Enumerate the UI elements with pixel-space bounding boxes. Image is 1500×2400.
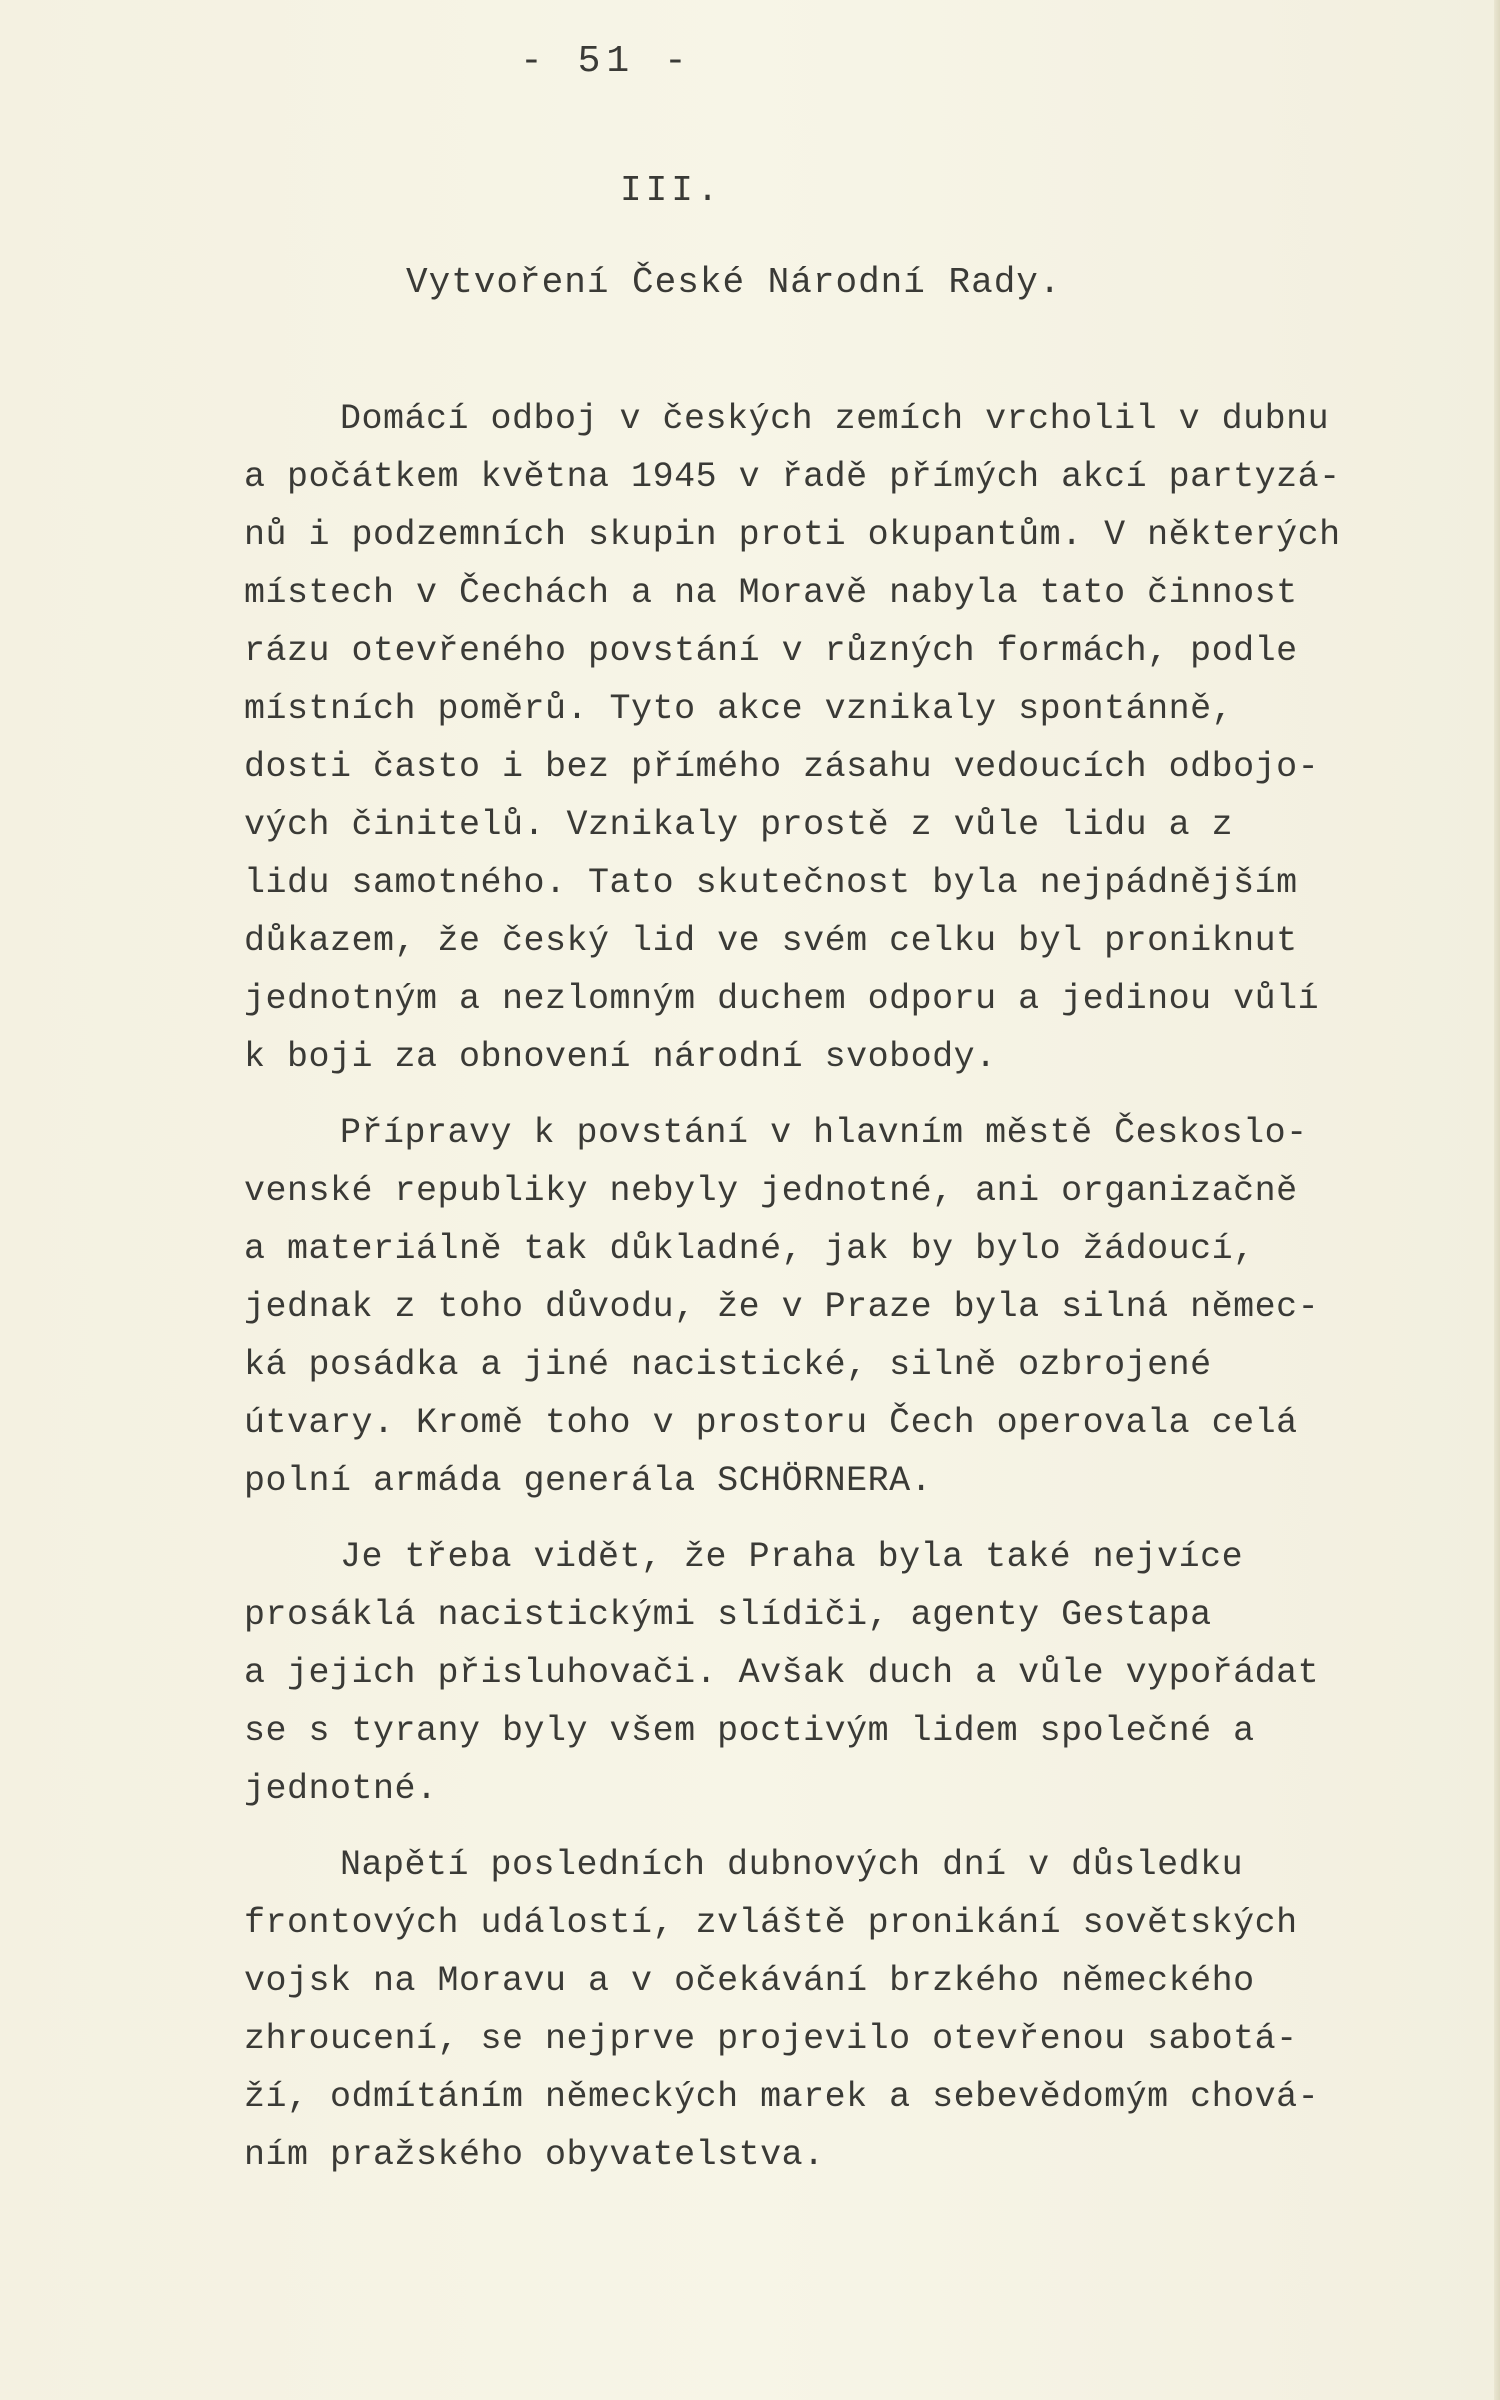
text-line: polní armáda generála SCHÖRNERA. [244, 1461, 933, 1501]
text-line: vých činitelů. Vznikaly prostě z vůle lidu a z [244, 805, 1234, 845]
text-line: lidu samotného. Tato skutečnost byla nejpádnějším [244, 863, 1298, 903]
text-line: k boji za obnovení národní svobody. [244, 1037, 997, 1077]
text-line: a jejich přisluhovači. Avšak duch a vůle vypořádat [244, 1653, 1320, 1693]
text-line: se s tyrany byly všem poctivým lidem společné a [244, 1711, 1255, 1751]
text-line: nů i podzemních skupin proti okupantům. V některých [244, 515, 1341, 555]
chapter-title: Vytvoření České Národní Rady. [406, 262, 1062, 303]
text-line: místních poměrů. Tyto akce vznikaly spontánně, [244, 689, 1234, 729]
text-line: Je třeba vidět, že Praha byla také nejvíce [340, 1537, 1244, 1577]
text-line: jednotné. [244, 1769, 438, 1809]
body-text [244, 390, 1464, 2184]
text-line: ním pražského obyvatelstva. [244, 2135, 825, 2175]
paragraph [244, 1836, 1464, 2184]
text-line: jednak z toho důvodu, že v Praze byla silná němec- [244, 1287, 1320, 1327]
paragraph-gap [244, 1818, 1464, 1836]
text-line: a materiálně tak důkladné, jak by bylo žádoucí, [244, 1229, 1255, 1269]
paragraph [244, 1104, 1464, 1510]
paragraph-gap [244, 1510, 1464, 1528]
chapter-number: III. [620, 170, 723, 211]
text-line: ká posádka a jiné nacistické, silně ozbrojené [244, 1345, 1212, 1385]
text-line: ží, odmítáním německých marek a sebevědomým chová- [244, 2077, 1320, 2117]
paragraph-gap [244, 1086, 1464, 1104]
paragraph [244, 1528, 1464, 1818]
text-line: prosáklá nacistickými slídiči, agenty Gestapa [244, 1595, 1212, 1635]
page-number: - 51 - [520, 40, 693, 83]
text-line: vojsk na Moravu a v očekávání brzkého německého [244, 1961, 1255, 2001]
text-line: Přípravy k povstání v hlavním městě Českoslo- [340, 1113, 1308, 1153]
text-line: jednotným a nezlomným duchem odporu a jedinou vůlí [244, 979, 1320, 1019]
text-line: důkazem, že český lid ve svém celku byl proniknut [244, 921, 1298, 961]
paragraph [244, 390, 1464, 1086]
text-line: zhroucení, se nejprve projevilo otevřenou sabotá- [244, 2019, 1298, 2059]
text-line: dosti často i bez přímého zásahu vedoucích odbojo- [244, 747, 1320, 787]
text-line: a počátkem května 1945 v řadě přímých akcí partyzá- [244, 457, 1341, 497]
text-line: frontových událostí, zvláště pronikání sovětských [244, 1903, 1298, 1943]
scan-edge [1494, 0, 1500, 2400]
text-line: útvary. Kromě toho v prostoru Čech operovala celá [244, 1403, 1298, 1443]
text-line: Domácí odboj v českých zemích vrcholil v dubnu [340, 399, 1330, 439]
text-line: rázu otevřeného povstání v různých formách, podle [244, 631, 1298, 671]
text-line: Napětí posledních dubnových dní v důsledku [340, 1845, 1244, 1885]
text-line: místech v Čechách a na Moravě nabyla tato činnost [244, 573, 1298, 613]
text-line: venské republiky nebyly jednotné, ani organizačně [244, 1171, 1298, 1211]
